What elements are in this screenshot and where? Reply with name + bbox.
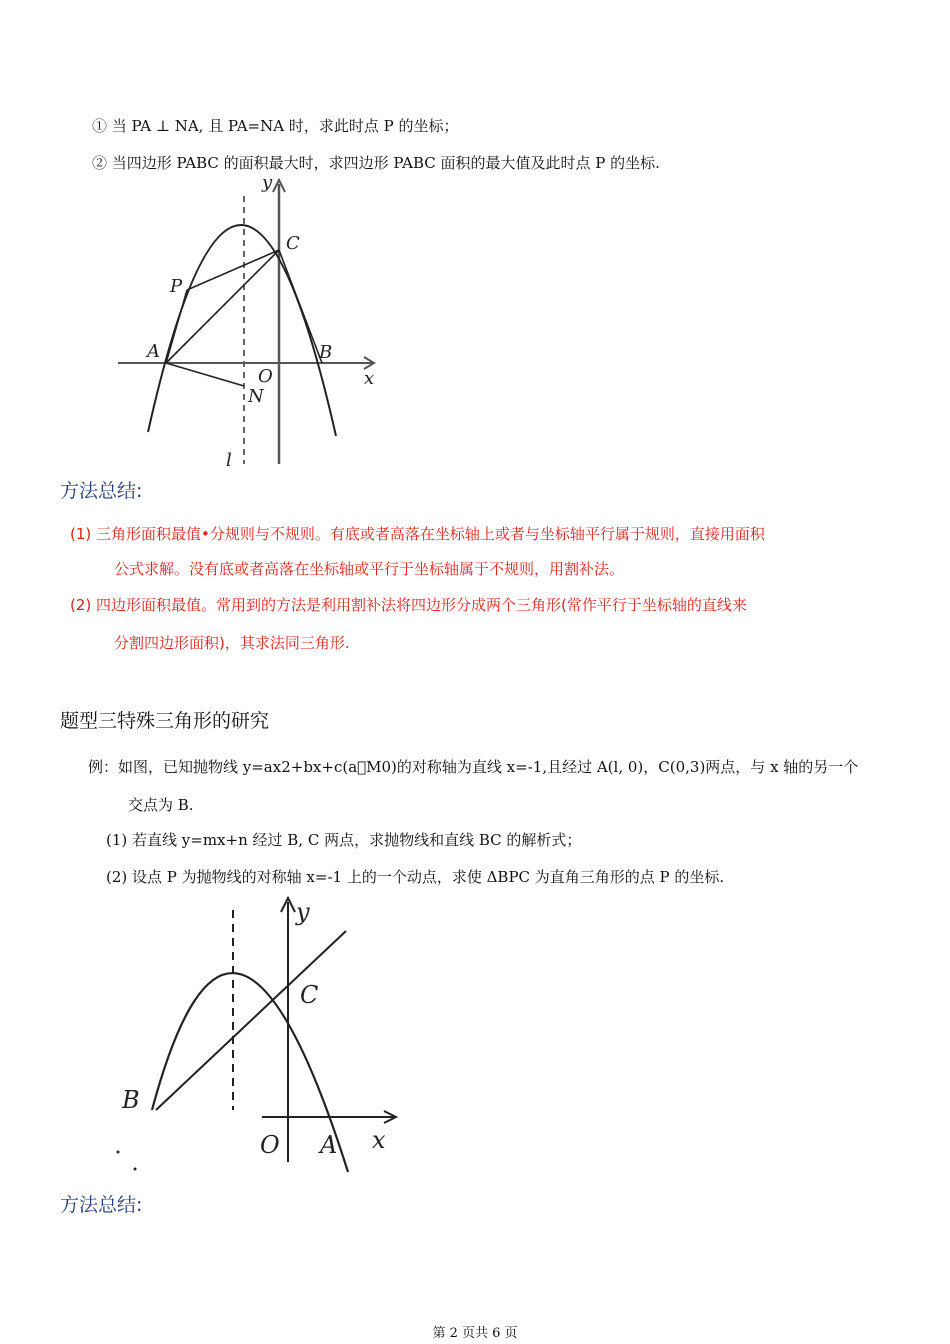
example-question-1: (1) 若直线 y=mx+n 经过 B, C 两点，求抛物线和直线 BC 的解析式； [106, 831, 582, 849]
label-B: B [319, 342, 333, 363]
label-y: y [296, 898, 310, 926]
label-C: C [286, 233, 300, 254]
example-line-1: 例：如图，已知抛物线 y=ax2+bx+c(a M0)的对称轴为直线 x=-1,且经过 A(l, 0)，C(0,3)两点，与 x 轴的另一个 [88, 758, 859, 776]
segment-PC [187, 250, 279, 290]
example-line-2: 交点为 B. [128, 796, 194, 814]
segment-AN [166, 363, 244, 386]
section-heading: 题型三特殊三角形的研究 [60, 710, 270, 732]
label-C: C [300, 981, 319, 1009]
label-N: N [248, 386, 264, 407]
label-O: O [258, 366, 273, 387]
segment-CB [279, 250, 322, 363]
method-point-2-line-2: 分割四边形面积)，其求法同三角形. [114, 634, 350, 652]
label-B: B [122, 1086, 140, 1114]
parabola-curve [148, 225, 336, 436]
label-l: l [226, 450, 232, 470]
label-O: O [260, 1131, 280, 1159]
label-A: A [320, 1131, 338, 1159]
question-1: ① 当 PA ⊥ NA, 且 PA=NA 时，求此时点 P 的坐标； [92, 117, 459, 135]
label-y: y [262, 172, 273, 193]
method-point-2-line-1: (2) 四边形面积最值。常用到的方法是利用割补法将四边形分成两个三角形(常作平行于坐标轴的直线来 [70, 596, 747, 614]
label-x: x [372, 1126, 386, 1154]
method-point-1-line-2: 公式求解。没有底或者高落在坐标轴或平行于坐标轴属于不规则，用割补法。 [114, 560, 625, 578]
example-question-2: (2) 设点 P 为抛物线的对称轴 x=-1 上的一个动点，求使 ΔBPC 为直角三角形的点 P 的坐标. [106, 868, 725, 886]
mark-dot [117, 1151, 120, 1154]
figure-2-parabola [110, 890, 400, 1180]
method-summary-title-2: 方法总结: [60, 1194, 143, 1216]
figure-1-parabola [110, 170, 390, 470]
method-point-1-line-1: (1) 三角形面积最值•分规则与不规则。有底或者高落在坐标轴上或者与坐标轴平行属于规则，直接用面积 [70, 525, 765, 543]
parabola-curve [152, 973, 348, 1172]
mark-dot [134, 1168, 137, 1171]
question-2: ② 当四边形 PABC 的面积最大时，求四边形 PABC 面积的最大值及此时点 P 的坐标. [92, 154, 660, 172]
label-P: P [170, 276, 183, 297]
label-A: A [147, 341, 160, 362]
method-summary-title-1: 方法总结: [60, 480, 143, 502]
label-x: x [364, 368, 375, 389]
page-footer: 第 2 页共 6 页 [432, 1326, 518, 1341]
